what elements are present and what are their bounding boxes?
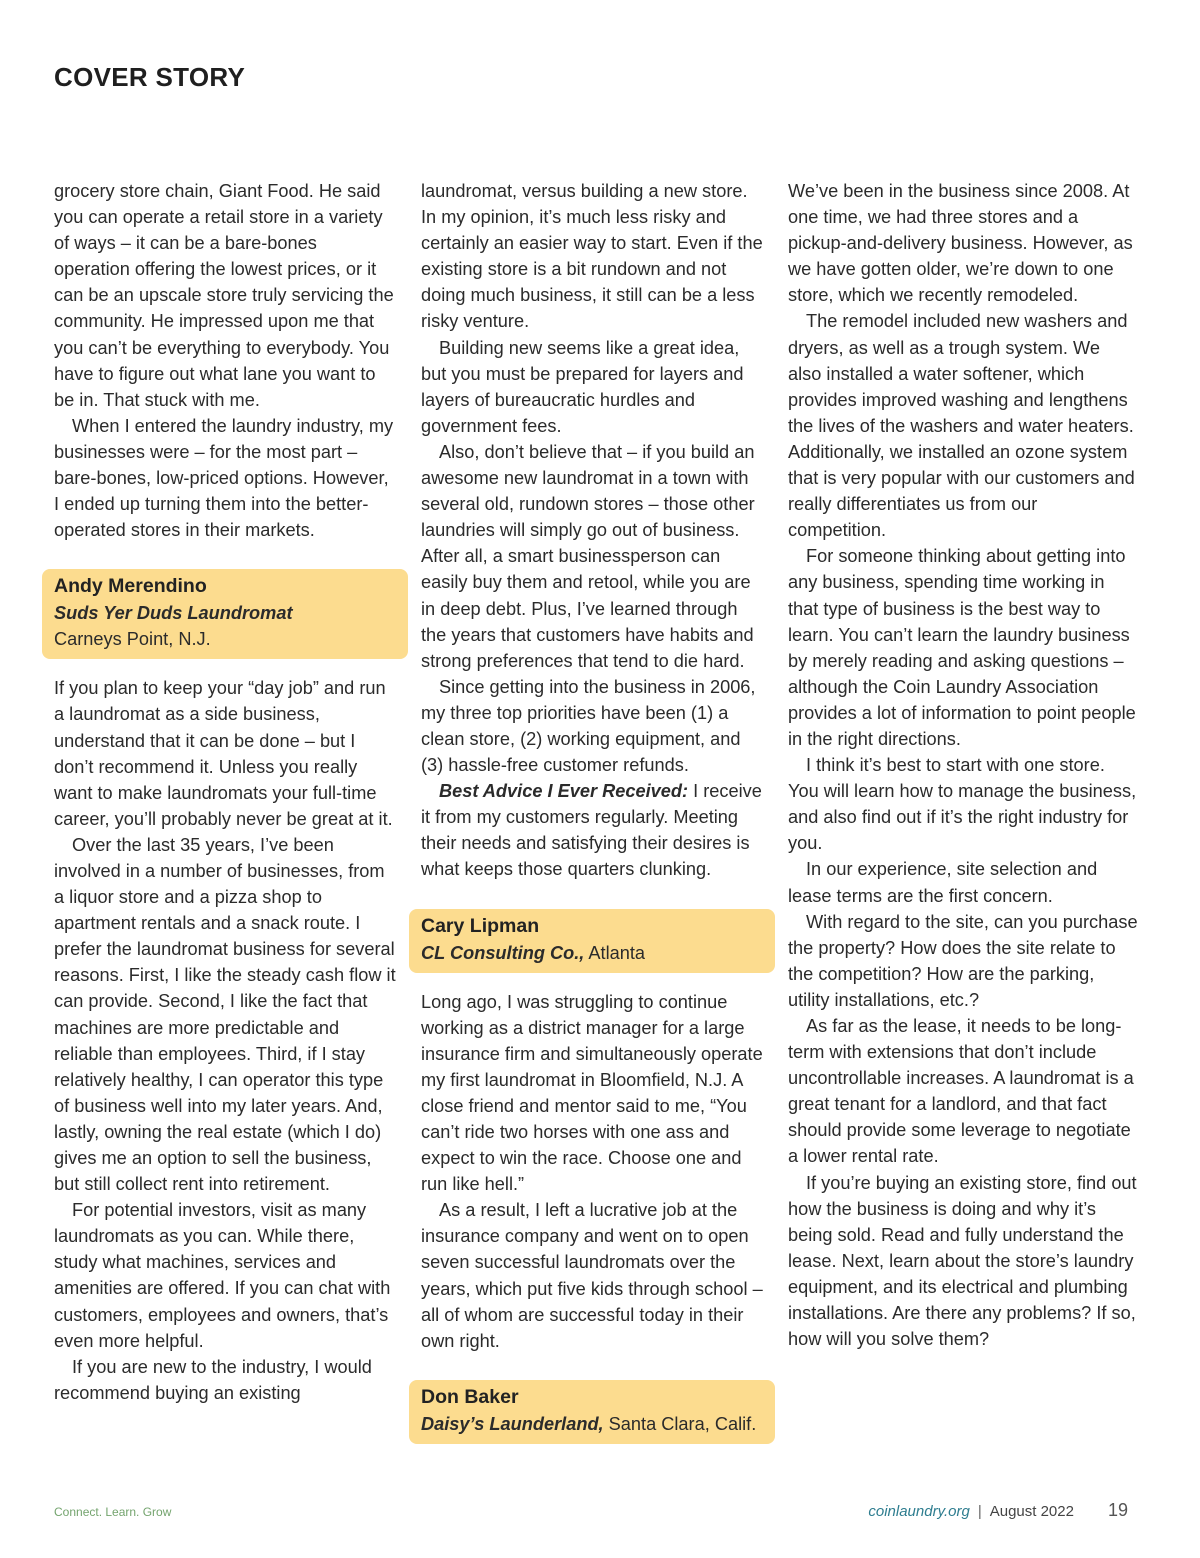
paragraph [421,778,763,882]
paragraph: laundromat, versus building a new store. In my opinion, it’s much less risky and certainly an easier way to start. Even if the existing store is a bit rundown and not doing much business, it still can be a less risky venture. [421,181,763,332]
paragraph: Over the last 35 years, I’ve been involved in a number of businesses, from a liquor store and a pizza shop to apartment rentals and a snack route. I prefer the laundromat business for several reasons. First, I like the steady cash flow it can provide. Second, I like the fact that machines are more predictable and reliable than employees. Third, if I stay relatively healthy, I can operator this type of business well into my later years. And, lastly, owning the real estate (which I do) gives me an option to sell the business, but still collect rent into retirement. [54,834,396,1195]
paragraph: As a result, I left a lucrative job at the insurance company and went on to open seven successful laundromats over the years, which put five kids through school – all of whom are successful today in their own right. [421,1200,763,1351]
column-2 [421,178,763,1444]
paragraph: We’ve been in the business since 2008. At one time, we had three stores and a pickup-and-delivery business. However, as we have gotten older, we’re down to one store, which we recently remodeled. [788,181,1133,306]
bio-box-cary-lipman [409,909,775,973]
paragraph: Also, don’t believe that – if you build an awesome new laundromat in a town with several old, rundown stores – those other laundries will simply go out of business. After all, a smart businessperson can easily buy them and retool, while you are in deep debt. Plus, I’ve learned through the years that customers have habits and strong preferences that tend to die hard. [421,441,755,671]
paragraph: grocery store chain, Giant Food. He said you can operate a retail store in a variety of ways – it can be a bare-bones operation offering the lowest prices, or it can be an upscale store truly servicing the community. He impressed upon me that you can’t be everything to everybody. You have to figure out what lane you want to be in. That stuck with me. [54,181,394,410]
paragraph: If you are new to the industry, I would recommend buying an existing [54,1356,372,1403]
bio-location: Carneys Point, N.J. [54,629,211,650]
bio-business: Suds Yer Duds Laundromat [54,603,293,624]
bio-location: Santa Clara, Calif. [603,1413,757,1434]
advice-lead: Best Advice I Ever Received: [439,781,689,802]
paragraph: As far as the lease, it needs to be long-term with extensions that don’t include uncontrollable increases. A laundromat is a great tenant for a landlord, and that fact should provide some leverage to negotiate a lower rental rate. [788,1016,1134,1167]
paragraph: When I entered the laundry industry, my businesses were – for the most part – bare-bones, low-priced options. However, I ended up turning them into the better-operated stores in their markets. [54,415,394,541]
bio-business: Daisy’s Launderland, [421,1413,604,1434]
paragraph: Long ago, I was struggling to continue working as a district manager for a large insurance firm and simultaneously operate my first laundromat in Bloomfield, N.J. A close friend and mentor said to me, “You can’t ride two horses with one ass and expect to win the race. Choose one and run like hell.” [421,991,763,1195]
paragraph: I think it’s best to start with one store. You will learn how to manage the business, and also find out if it’s the right industry for you. [788,755,1137,854]
paragraph: If you’re buying an existing store, find out how the business is doing and why it’s being sold. Read and fully understand the lease. Next, learn about the store’s laundry equipment, and its electrical and plumbing installations. Are there any problems? If so, how will you solve them? [788,1172,1137,1350]
advice-text: I receive it from my customers regularly. Meeting their needs and satisfying their desires is what keeps those quarters clunking. [421,781,762,880]
bio-box-andy-merendino [42,569,408,659]
paragraph: With regard to the site, can you purchase the property? How does the site relate to the competition? How are the parking, utility installations, etc.? [788,911,1138,1010]
bio-name: Don Baker [421,1385,519,1408]
bio-location: Atlanta [584,942,646,963]
page-number: 19 [1107,1500,1128,1520]
bio-business: CL Consulting Co., [421,942,585,963]
footer-site-link[interactable]: coinlaundry.org [868,1503,970,1520]
footer-issue-date: August 2022 [989,1503,1074,1520]
bio-box-don-baker [409,1380,775,1444]
paragraph: If you plan to keep your “day job” and run a laundromat as a side business, understand that it can be done – but I don’t recommend it. Unless you really want to make laundromats your full-time career, you’ll probably never be great at it. [54,678,393,829]
column-3 [788,178,1138,1352]
paragraph: For someone thinking about getting into any business, spending time working in that type of business is the best way to learn. You can’t learn the laundry business by merely reading and asking questions – although the Coin Laundry Association provides a lot of information to point people in the right directions. [788,546,1136,749]
bio-name: Cary Lipman [421,914,540,937]
footer-tagline: Connect. Learn. Grow [54,1505,172,1519]
column-1 [54,178,396,1406]
paragraph: The remodel included new washers and dryers, as well as a trough system. We also installed a water softener, which provides improved washing and lengthens the lives of the washers and water heaters. Additionally, we installed an ozone system that is very popular with our customers and really differentiates us from our competition. [788,311,1135,541]
paragraph: For potential investors, visit as many laundromats as you can. While there, study what machines, services and amenities are offered. If you can chat with customers, employees and owners, that’s even more helpful. [54,1200,391,1351]
footer-info [868,1500,1128,1521]
bio-name: Andy Merendino [54,575,207,598]
paragraph: In our experience, site selection and lease terms are the first concern. [788,859,1098,906]
footer-separator: | [977,1503,982,1520]
paragraph: Building new seems like a great idea, but you must be prepared for layers and layers of bureaucratic hurdles and government fees. [421,337,744,436]
paragraph: Since getting into the business in 2006, my three top priorities have been (1) a clean store, (2) working equipment, and (3) hassle-free customer refunds. [421,676,756,776]
section-title: COVER STORY [54,62,246,92]
